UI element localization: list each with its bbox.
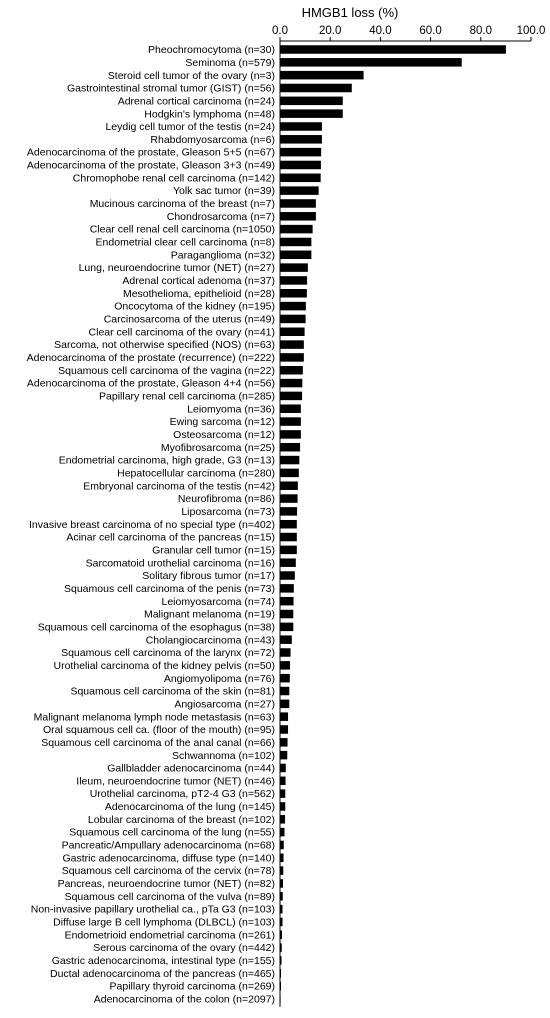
bar	[280, 109, 343, 118]
category-label: Gastric adenocarcinoma, intestinal type (n=155)	[51, 955, 275, 968]
category-label: Sarcomatoid urothelial carcinoma (n=16)	[85, 557, 275, 570]
category-label: Endometrioid endometrial carcinoma (n=261)	[64, 929, 275, 942]
bar	[280, 879, 283, 888]
category-label: Non-invasive papillary urothelial ca., pTa G3 (n=103)	[30, 903, 275, 916]
category-label: Adenocarcinoma of the colon (n=2097)	[93, 993, 275, 1006]
category-label: Adenocarcinoma of the prostate, Gleason 5+5 (n=67)	[26, 146, 275, 159]
category-label: Squamous cell carcinoma of the esophagus (n=38)	[37, 621, 275, 634]
bar	[280, 674, 290, 683]
bar	[280, 520, 297, 529]
category-label: Urothelial carcinoma, pT2-4 G3 (n=562)	[89, 788, 275, 801]
bar	[280, 892, 283, 901]
bar	[280, 712, 288, 721]
category-label: Chromophobe renal cell carcinoma (n=142)	[72, 172, 275, 185]
category-label: Lobular carcinoma of the breast (n=102)	[87, 813, 275, 826]
bar	[280, 161, 321, 170]
category-label: Clear cell carcinoma of the ovary (n=41)	[88, 326, 275, 339]
bar	[280, 225, 313, 234]
category-label: Mesothelioma, epithelioid (n=28)	[122, 287, 275, 300]
category-label: Acinar cell carcinoma of the pancreas (n=15)	[66, 531, 275, 544]
bar	[280, 661, 290, 670]
bar	[280, 584, 294, 593]
category-label: Angiomyolipoma (n=76)	[163, 672, 275, 685]
bar	[280, 456, 299, 465]
bar	[280, 777, 286, 786]
bar	[280, 802, 285, 811]
bar	[280, 597, 294, 606]
bar	[280, 392, 302, 401]
bar	[280, 58, 462, 67]
bar	[280, 635, 292, 644]
bar	[280, 854, 284, 863]
category-label: Squamous cell carcinoma of the anal canal (n=66)	[41, 736, 275, 749]
category-label: Paraganglioma (n=32)	[170, 249, 275, 262]
bar	[280, 648, 291, 657]
category-label: Papillary renal cell carcinoma (n=285)	[99, 390, 275, 403]
x-axis	[272, 25, 545, 41]
bar	[280, 866, 283, 875]
bar	[280, 353, 304, 362]
bar	[280, 751, 287, 760]
bar	[280, 995, 281, 1004]
x-tick-label: 0.0	[272, 25, 288, 37]
bar	[280, 340, 304, 349]
category-label: Schwannoma (n=102)	[171, 749, 275, 762]
category-label: Squamous cell carcinoma of the larynx (n=72)	[61, 647, 275, 660]
category-label: Malignant melanoma (n=19)	[143, 608, 275, 621]
category-label: Carcinosarcoma of the uterus (n=49)	[103, 313, 275, 326]
category-label: Squamous cell carcinoma of the lung (n=55)	[69, 826, 275, 839]
x-tick-label: 100.0	[516, 25, 546, 37]
category-label: Leiomyoma (n=36)	[187, 403, 275, 416]
bar	[280, 610, 293, 619]
bar	[280, 687, 289, 696]
category-label: Liposarcoma (n=73)	[181, 505, 275, 518]
bar	[280, 546, 297, 555]
bar	[280, 417, 301, 426]
category-label: Rhabdomyosarcoma (n=6)	[150, 133, 275, 146]
bar	[280, 84, 352, 93]
bar	[280, 507, 297, 516]
x-tick-label: 80.0	[469, 25, 492, 37]
bar	[280, 366, 303, 375]
category-labels	[27, 44, 275, 1005]
bar	[280, 315, 306, 324]
x-tick-label: 20.0	[319, 25, 342, 37]
category-label: Osteosarcoma (n=12)	[173, 429, 275, 441]
bar	[280, 623, 293, 632]
category-label: Oncocytoma of the kidney (n=195)	[114, 300, 275, 313]
bar	[280, 494, 298, 503]
bar	[280, 789, 285, 798]
category-label: Endometrial clear cell carcinoma (n=8)	[95, 236, 275, 249]
bar	[280, 328, 305, 337]
category-label: Yolk sac tumor (n=39)	[172, 185, 275, 198]
category-label: Chondrosarcoma (n=7)	[166, 210, 275, 223]
bar	[280, 571, 295, 580]
category-label: Diffuse large B cell lymphoma (DLBCL) (n=103)	[53, 916, 275, 929]
category-label: Endometrial carcinoma, high grade, G3 (n=13)	[58, 454, 275, 467]
category-label: Angiosarcoma (n=27)	[174, 698, 275, 711]
category-label: Embryonal carcinoma of the testis (n=42)	[83, 480, 275, 493]
category-label: Invasive breast carcinoma of no special type (n=402)	[28, 518, 275, 531]
x-tick-label: 60.0	[419, 25, 442, 37]
bar	[280, 148, 321, 157]
category-label: Solitary fibrous tumor (n=17)	[142, 570, 275, 583]
category-label: Adrenal cortical adenoma (n=37)	[122, 275, 275, 288]
bar	[280, 199, 316, 208]
bar	[280, 841, 284, 850]
category-label: Gastric adenocarcinoma, diffuse type (n=140)	[62, 852, 275, 865]
bar	[280, 738, 288, 747]
category-label: Squamous cell carcinoma of the penis (n=73)	[64, 582, 275, 595]
bar	[280, 379, 302, 388]
bar	[280, 276, 307, 285]
category-label: Ductal adenocarcinoma of the pancreas (n=465)	[49, 967, 275, 980]
category-label: Gallbladder adenocarcinoma (n=44)	[107, 762, 275, 775]
bar	[280, 828, 285, 837]
category-label: Adrenal cortical carcinoma (n=24)	[117, 95, 275, 108]
bar	[280, 969, 281, 978]
x-tick-label: 40.0	[369, 25, 392, 37]
bar	[280, 135, 322, 144]
bar	[280, 931, 282, 940]
category-label: Papillary thyroid carcinoma (n=269)	[109, 980, 275, 993]
bar	[280, 186, 319, 195]
category-label: Urothelial carcinoma of the kidney pelvis (n=50)	[53, 659, 275, 672]
bar	[280, 982, 281, 991]
category-label: Granular cell tumor (n=15)	[152, 544, 275, 557]
category-label: Leiomyosarcoma (n=74)	[161, 595, 275, 608]
category-label: Clear cell renal cell carcinoma (n=1050)	[89, 223, 275, 236]
bar	[280, 122, 322, 131]
category-label: Leydig cell tumor of the testis (n=24)	[105, 121, 275, 134]
bar	[280, 289, 307, 298]
bar	[280, 558, 296, 567]
category-label: Seminoma (n=579)	[185, 56, 275, 69]
axis-title: HMGB1 loss (%)	[301, 5, 399, 20]
bar	[280, 905, 283, 914]
bar	[280, 263, 308, 272]
bar	[280, 764, 286, 773]
category-label: Neurofibroma (n=86)	[177, 493, 275, 506]
bar	[280, 700, 289, 709]
category-label: Oral squamous cell ca. (floor of the mouth) (n=95)	[43, 724, 275, 737]
category-label: Squamous cell carcinoma of the skin (n=81)	[70, 685, 275, 698]
bar	[280, 404, 301, 413]
bar	[280, 943, 282, 952]
category-label: Ileum, neuroendocrine tumor (NET) (n=46)	[76, 775, 275, 788]
category-label: Hodgkin's lymphoma (n=48)	[144, 108, 275, 121]
bar	[280, 725, 288, 734]
bar	[280, 302, 306, 311]
category-label: Serous carcinoma of the ovary (n=442)	[93, 942, 275, 955]
category-label: Myofibrosarcoma (n=25)	[160, 441, 275, 454]
bar	[280, 430, 301, 439]
category-label: Squamous cell carcinoma of the vulva (n=89)	[64, 890, 275, 903]
category-label: Pheochromocytoma (n=30)	[148, 44, 275, 57]
category-label: Squamous cell carcinoma of the vagina (n=22)	[58, 364, 275, 377]
category-label: Adenocarcinoma of the prostate (recurrence) (n=222)	[26, 352, 275, 365]
category-label: Ewing sarcoma (n=12)	[169, 416, 275, 429]
bar	[280, 918, 283, 927]
bar	[280, 481, 298, 490]
category-label: Hepatocellular carcinoma (n=280)	[117, 467, 275, 480]
bar	[280, 251, 311, 260]
bar	[280, 533, 297, 542]
bar	[280, 97, 343, 106]
category-label: Steroid cell tumor of the ovary (n=3)	[107, 69, 275, 82]
category-label: Malignant melanoma lymph node metastasis (n=63)	[33, 711, 275, 724]
category-label: Adenocarcinoma of the prostate, Gleason 3+3 (n=49)	[26, 159, 275, 172]
bar	[280, 71, 364, 80]
bar	[280, 443, 300, 452]
category-label: Lung, neuroendocrine tumor (NET) (n=27)	[78, 262, 275, 275]
bar	[280, 174, 321, 183]
category-label: Pancreatic/Ampullary adenocarcinoma (n=68)	[61, 839, 275, 852]
category-label: Cholangiocarcinoma (n=43)	[145, 634, 275, 647]
bar	[280, 956, 282, 965]
bar	[280, 815, 285, 824]
bar	[280, 238, 311, 247]
bar	[280, 45, 506, 54]
category-label: Gastrointestinal stromal tumor (GIST) (n=56)	[66, 82, 275, 95]
category-label: Mucinous carcinoma of the breast (n=7)	[89, 198, 275, 211]
category-label: Squamous cell carcinoma of the cervix (n=78)	[61, 865, 275, 878]
bars	[280, 45, 506, 1003]
bar	[280, 212, 316, 221]
category-label: Sarcoma, not otherwise specified (NOS) (n=63)	[54, 339, 275, 352]
category-label: Pancreas, neuroendocrine tumor (NET) (n=82)	[57, 878, 275, 891]
bar	[280, 469, 299, 478]
category-label: Adenocarcinoma of the lung (n=145)	[104, 801, 275, 814]
category-label: Adenocarcinoma of the prostate, Gleason 4+4 (n=56)	[26, 377, 275, 390]
